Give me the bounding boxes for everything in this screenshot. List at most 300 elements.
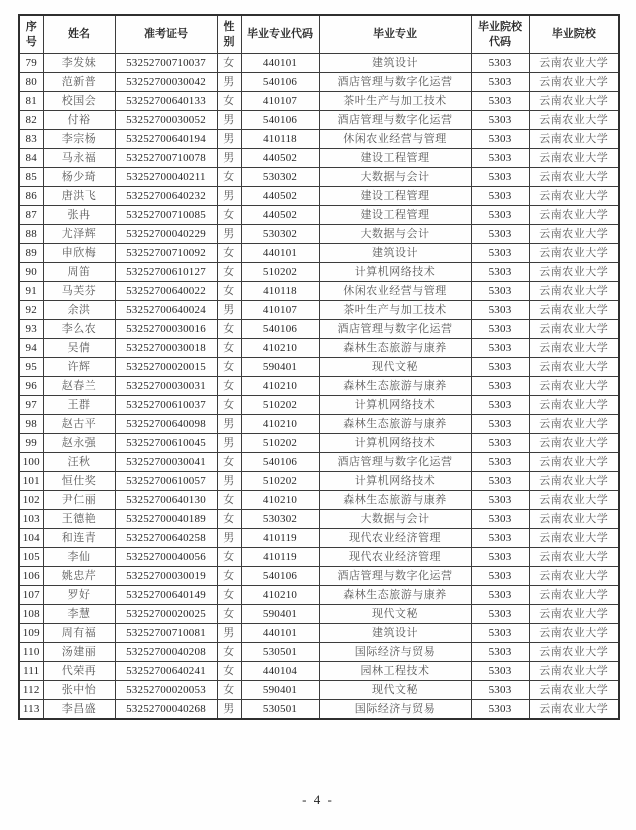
cell-gender: 男 — [217, 529, 241, 548]
cell-index: 109 — [19, 624, 43, 643]
cell-gender: 女 — [217, 54, 241, 73]
table-row — [19, 320, 619, 339]
table-row — [19, 73, 619, 92]
cell-major: 酒店管理与数字化运营 — [319, 73, 471, 92]
cell-name: 周有福 — [43, 624, 115, 643]
cell-name: 张冉 — [43, 206, 115, 225]
cell-major-code: 410119 — [241, 529, 319, 548]
cell-gender: 男 — [217, 434, 241, 453]
cell-school-code: 5303 — [471, 700, 529, 720]
cell-major-code: 540106 — [241, 453, 319, 472]
cell-gender: 女 — [217, 358, 241, 377]
table-row — [19, 206, 619, 225]
cell-name: 恒仕奖 — [43, 472, 115, 491]
cell-major: 大数据与会计 — [319, 510, 471, 529]
cell-index: 107 — [19, 586, 43, 605]
cell-major: 森林生态旅游与康养 — [319, 586, 471, 605]
cell-exam-number: 53252700710081 — [115, 624, 217, 643]
cell-major: 建筑设计 — [319, 244, 471, 263]
cell-index: 102 — [19, 491, 43, 510]
column-header-gender: 性别 — [217, 15, 241, 54]
cell-name: 杨少琦 — [43, 168, 115, 187]
column-header-school: 毕业院校 — [529, 15, 619, 54]
cell-school-code: 5303 — [471, 662, 529, 681]
table-row — [19, 187, 619, 206]
cell-exam-number: 53252700610045 — [115, 434, 217, 453]
cell-major: 国际经济与贸易 — [319, 643, 471, 662]
cell-school: 云南农业大学 — [529, 149, 619, 168]
cell-school-code: 5303 — [471, 244, 529, 263]
cell-school: 云南农业大学 — [529, 491, 619, 510]
cell-name: 李么农 — [43, 320, 115, 339]
cell-school: 云南农业大学 — [529, 586, 619, 605]
cell-major: 休闲农业经营与管理 — [319, 130, 471, 149]
table-row — [19, 168, 619, 187]
cell-exam-number: 53252700030018 — [115, 339, 217, 358]
cell-major: 酒店管理与数字化运营 — [319, 567, 471, 586]
cell-index: 85 — [19, 168, 43, 187]
cell-school: 云南农业大学 — [529, 225, 619, 244]
cell-gender: 女 — [217, 605, 241, 624]
cell-index: 105 — [19, 548, 43, 567]
cell-school-code: 5303 — [471, 54, 529, 73]
cell-exam-number: 53252700030016 — [115, 320, 217, 339]
cell-exam-number: 53252700640024 — [115, 301, 217, 320]
column-header-major-code: 毕业专业代码 — [241, 15, 319, 54]
cell-major: 酒店管理与数字化运营 — [319, 111, 471, 130]
cell-major-code: 410210 — [241, 491, 319, 510]
table-row — [19, 282, 619, 301]
cell-name: 范新普 — [43, 73, 115, 92]
graduates-table — [18, 14, 620, 720]
cell-exam-number: 53252700040056 — [115, 548, 217, 567]
cell-gender: 女 — [217, 510, 241, 529]
cell-major: 大数据与会计 — [319, 225, 471, 244]
table-row — [19, 548, 619, 567]
cell-exam-number: 53252700640258 — [115, 529, 217, 548]
cell-major-code: 540106 — [241, 73, 319, 92]
cell-exam-number: 53252700030031 — [115, 377, 217, 396]
cell-exam-number: 53252700640133 — [115, 92, 217, 111]
cell-major-code: 440101 — [241, 54, 319, 73]
cell-major-code: 590401 — [241, 605, 319, 624]
cell-school: 云南农业大学 — [529, 320, 619, 339]
cell-school-code: 5303 — [471, 643, 529, 662]
cell-major-code: 540106 — [241, 111, 319, 130]
cell-school: 云南农业大学 — [529, 415, 619, 434]
cell-name: 尤泽辉 — [43, 225, 115, 244]
cell-major-code: 530501 — [241, 643, 319, 662]
cell-name: 李昌盛 — [43, 700, 115, 720]
cell-gender: 女 — [217, 168, 241, 187]
cell-index: 90 — [19, 263, 43, 282]
cell-index: 96 — [19, 377, 43, 396]
cell-gender: 男 — [217, 624, 241, 643]
cell-school: 云南农业大学 — [529, 92, 619, 111]
cell-major-code: 440104 — [241, 662, 319, 681]
cell-school: 云南农业大学 — [529, 472, 619, 491]
cell-gender: 女 — [217, 377, 241, 396]
cell-major-code: 510202 — [241, 263, 319, 282]
cell-major: 大数据与会计 — [319, 168, 471, 187]
cell-name: 赵永强 — [43, 434, 115, 453]
cell-major-code: 410107 — [241, 301, 319, 320]
cell-major: 建设工程管理 — [319, 149, 471, 168]
header-row — [19, 15, 619, 54]
cell-school: 云南农业大学 — [529, 700, 619, 720]
cell-school-code: 5303 — [471, 263, 529, 282]
cell-major-code: 410119 — [241, 548, 319, 567]
cell-gender: 女 — [217, 206, 241, 225]
table-row — [19, 225, 619, 244]
table-row — [19, 567, 619, 586]
cell-name: 校国会 — [43, 92, 115, 111]
cell-name: 李仙 — [43, 548, 115, 567]
cell-school-code: 5303 — [471, 339, 529, 358]
cell-major: 茶叶生产与加工技术 — [319, 92, 471, 111]
cell-school: 云南农业大学 — [529, 529, 619, 548]
cell-index: 103 — [19, 510, 43, 529]
cell-major: 园林工程技术 — [319, 662, 471, 681]
cell-name: 申欣梅 — [43, 244, 115, 263]
cell-gender: 女 — [217, 567, 241, 586]
cell-name: 周笛 — [43, 263, 115, 282]
table-body — [19, 54, 619, 720]
table-row — [19, 700, 619, 720]
cell-index: 95 — [19, 358, 43, 377]
cell-school: 云南农业大学 — [529, 111, 619, 130]
cell-index: 82 — [19, 111, 43, 130]
cell-school: 云南农业大学 — [529, 662, 619, 681]
cell-exam-number: 53252700020053 — [115, 681, 217, 700]
cell-major: 建筑设计 — [319, 624, 471, 643]
cell-school-code: 5303 — [471, 225, 529, 244]
cell-school: 云南农业大学 — [529, 73, 619, 92]
cell-exam-number: 53252700030019 — [115, 567, 217, 586]
cell-school: 云南农业大学 — [529, 567, 619, 586]
cell-school: 云南农业大学 — [529, 54, 619, 73]
cell-index: 81 — [19, 92, 43, 111]
cell-major-code: 510202 — [241, 396, 319, 415]
cell-index: 79 — [19, 54, 43, 73]
cell-major: 现代农业经济管理 — [319, 548, 471, 567]
table-row — [19, 586, 619, 605]
table-row — [19, 396, 619, 415]
cell-name: 尹仁丽 — [43, 491, 115, 510]
cell-school-code: 5303 — [471, 111, 529, 130]
cell-school: 云南农业大学 — [529, 510, 619, 529]
cell-name: 汤建丽 — [43, 643, 115, 662]
table-row — [19, 339, 619, 358]
cell-exam-number: 53252700040211 — [115, 168, 217, 187]
cell-exam-number: 53252700020015 — [115, 358, 217, 377]
cell-major-code: 410210 — [241, 586, 319, 605]
cell-exam-number: 53252700610037 — [115, 396, 217, 415]
cell-school-code: 5303 — [471, 396, 529, 415]
cell-name: 赵春兰 — [43, 377, 115, 396]
cell-gender: 男 — [217, 700, 241, 720]
cell-exam-number: 53252700030042 — [115, 73, 217, 92]
cell-school-code: 5303 — [471, 320, 529, 339]
table-row — [19, 377, 619, 396]
cell-major-code: 590401 — [241, 358, 319, 377]
cell-school-code: 5303 — [471, 529, 529, 548]
table-row — [19, 662, 619, 681]
cell-school-code: 5303 — [471, 624, 529, 643]
cell-exam-number: 53252700710085 — [115, 206, 217, 225]
cell-name: 姚忠芹 — [43, 567, 115, 586]
cell-index: 113 — [19, 700, 43, 720]
cell-major: 酒店管理与数字化运营 — [319, 453, 471, 472]
cell-name: 王德艳 — [43, 510, 115, 529]
cell-gender: 男 — [217, 187, 241, 206]
table-row — [19, 244, 619, 263]
cell-gender: 女 — [217, 681, 241, 700]
cell-name: 和连青 — [43, 529, 115, 548]
cell-school: 云南农业大学 — [529, 130, 619, 149]
cell-school: 云南农业大学 — [529, 339, 619, 358]
cell-major-code: 590401 — [241, 681, 319, 700]
cell-index: 100 — [19, 453, 43, 472]
cell-index: 101 — [19, 472, 43, 491]
cell-name: 马芙芬 — [43, 282, 115, 301]
cell-index: 89 — [19, 244, 43, 263]
cell-school: 云南农业大学 — [529, 263, 619, 282]
cell-exam-number: 53252700610127 — [115, 263, 217, 282]
cell-school-code: 5303 — [471, 491, 529, 510]
cell-gender: 女 — [217, 453, 241, 472]
cell-exam-number: 53252700710037 — [115, 54, 217, 73]
table-row — [19, 149, 619, 168]
table-row — [19, 111, 619, 130]
cell-major-code: 510202 — [241, 472, 319, 491]
cell-school-code: 5303 — [471, 605, 529, 624]
cell-school-code: 5303 — [471, 681, 529, 700]
table-row — [19, 263, 619, 282]
cell-school: 云南农业大学 — [529, 168, 619, 187]
table-row — [19, 301, 619, 320]
cell-school-code: 5303 — [471, 567, 529, 586]
cell-school-code: 5303 — [471, 472, 529, 491]
cell-school: 云南农业大学 — [529, 624, 619, 643]
cell-exam-number: 53252700640130 — [115, 491, 217, 510]
cell-name: 张中怡 — [43, 681, 115, 700]
cell-major: 森林生态旅游与康养 — [319, 377, 471, 396]
cell-school-code: 5303 — [471, 130, 529, 149]
cell-exam-number: 53252700040208 — [115, 643, 217, 662]
cell-major: 森林生态旅游与康养 — [319, 415, 471, 434]
cell-major-code: 440502 — [241, 187, 319, 206]
cell-school-code: 5303 — [471, 548, 529, 567]
table-row — [19, 92, 619, 111]
column-header-index: 序号 — [19, 15, 43, 54]
cell-index: 87 — [19, 206, 43, 225]
cell-index: 110 — [19, 643, 43, 662]
cell-school: 云南农业大学 — [529, 643, 619, 662]
cell-major-code: 530302 — [241, 225, 319, 244]
cell-gender: 男 — [217, 472, 241, 491]
cell-major: 计算机网络技术 — [319, 472, 471, 491]
cell-school-code: 5303 — [471, 586, 529, 605]
cell-school-code: 5303 — [471, 168, 529, 187]
cell-major-code: 540106 — [241, 320, 319, 339]
cell-exam-number: 53252700640022 — [115, 282, 217, 301]
cell-school: 云南农业大学 — [529, 282, 619, 301]
cell-school: 云南农业大学 — [529, 358, 619, 377]
cell-index: 108 — [19, 605, 43, 624]
cell-index: 112 — [19, 681, 43, 700]
table-row — [19, 453, 619, 472]
cell-name: 赵古平 — [43, 415, 115, 434]
cell-exam-number: 53252700030041 — [115, 453, 217, 472]
cell-index: 106 — [19, 567, 43, 586]
cell-index: 86 — [19, 187, 43, 206]
cell-major-code: 530302 — [241, 168, 319, 187]
table-row — [19, 624, 619, 643]
table-row — [19, 491, 619, 510]
cell-exam-number: 53252700040189 — [115, 510, 217, 529]
cell-major-code: 440502 — [241, 206, 319, 225]
cell-school-code: 5303 — [471, 415, 529, 434]
cell-gender: 女 — [217, 643, 241, 662]
cell-major: 计算机网络技术 — [319, 396, 471, 415]
cell-gender: 男 — [217, 130, 241, 149]
cell-major: 建筑设计 — [319, 54, 471, 73]
cell-exam-number: 53252700640232 — [115, 187, 217, 206]
cell-gender: 男 — [217, 73, 241, 92]
cell-name: 唐洪飞 — [43, 187, 115, 206]
cell-name: 吴倩 — [43, 339, 115, 358]
cell-school-code: 5303 — [471, 206, 529, 225]
cell-name: 李慧 — [43, 605, 115, 624]
cell-major: 现代文秘 — [319, 605, 471, 624]
cell-major: 茶叶生产与加工技术 — [319, 301, 471, 320]
cell-name: 李发妹 — [43, 54, 115, 73]
cell-major: 现代文秘 — [319, 681, 471, 700]
cell-exam-number: 53252700710078 — [115, 149, 217, 168]
cell-gender: 男 — [217, 225, 241, 244]
cell-gender: 女 — [217, 662, 241, 681]
cell-gender: 女 — [217, 548, 241, 567]
cell-school: 云南农业大学 — [529, 377, 619, 396]
cell-school: 云南农业大学 — [529, 301, 619, 320]
cell-school: 云南农业大学 — [529, 434, 619, 453]
cell-major: 森林生态旅游与康养 — [319, 339, 471, 358]
column-header-school-code: 毕业院校代码 — [471, 15, 529, 54]
cell-major: 现代农业经济管理 — [319, 529, 471, 548]
cell-major-code: 530302 — [241, 510, 319, 529]
cell-index: 104 — [19, 529, 43, 548]
cell-name: 王群 — [43, 396, 115, 415]
cell-major: 休闲农业经营与管理 — [319, 282, 471, 301]
table-row — [19, 130, 619, 149]
cell-gender: 女 — [217, 586, 241, 605]
cell-index: 98 — [19, 415, 43, 434]
cell-major-code: 530501 — [241, 700, 319, 720]
cell-exam-number: 53252700710092 — [115, 244, 217, 263]
cell-name: 马永福 — [43, 149, 115, 168]
cell-school-code: 5303 — [471, 510, 529, 529]
cell-major-code: 410118 — [241, 130, 319, 149]
cell-exam-number: 53252700610057 — [115, 472, 217, 491]
cell-index: 88 — [19, 225, 43, 244]
table-row — [19, 605, 619, 624]
table-row — [19, 358, 619, 377]
cell-major: 酒店管理与数字化运营 — [319, 320, 471, 339]
cell-gender: 女 — [217, 92, 241, 111]
cell-exam-number: 53252700030052 — [115, 111, 217, 130]
cell-school-code: 5303 — [471, 434, 529, 453]
cell-school: 云南农业大学 — [529, 396, 619, 415]
cell-major-code: 410210 — [241, 339, 319, 358]
cell-name: 余洪 — [43, 301, 115, 320]
cell-gender: 女 — [217, 282, 241, 301]
column-header-name: 姓名 — [43, 15, 115, 54]
cell-major: 计算机网络技术 — [319, 263, 471, 282]
cell-school-code: 5303 — [471, 377, 529, 396]
cell-major-code: 440502 — [241, 149, 319, 168]
cell-major: 森林生态旅游与康养 — [319, 491, 471, 510]
cell-school: 云南农业大学 — [529, 548, 619, 567]
cell-school-code: 5303 — [471, 92, 529, 111]
cell-school: 云南农业大学 — [529, 681, 619, 700]
cell-major-code: 440101 — [241, 244, 319, 263]
cell-major: 建设工程管理 — [319, 206, 471, 225]
cell-major-code: 440101 — [241, 624, 319, 643]
cell-name: 汪秋 — [43, 453, 115, 472]
table-row — [19, 529, 619, 548]
cell-gender: 女 — [217, 263, 241, 282]
cell-gender: 男 — [217, 111, 241, 130]
table-row — [19, 643, 619, 662]
cell-school: 云南农业大学 — [529, 187, 619, 206]
cell-index: 92 — [19, 301, 43, 320]
table-row — [19, 681, 619, 700]
cell-school: 云南农业大学 — [529, 206, 619, 225]
cell-index: 91 — [19, 282, 43, 301]
cell-name: 罗好 — [43, 586, 115, 605]
cell-gender: 女 — [217, 396, 241, 415]
cell-school-code: 5303 — [471, 358, 529, 377]
cell-exam-number: 53252700020025 — [115, 605, 217, 624]
cell-index: 94 — [19, 339, 43, 358]
cell-exam-number: 53252700040229 — [115, 225, 217, 244]
cell-school: 云南农业大学 — [529, 605, 619, 624]
cell-exam-number: 53252700640098 — [115, 415, 217, 434]
cell-exam-number: 53252700640149 — [115, 586, 217, 605]
cell-school-code: 5303 — [471, 73, 529, 92]
cell-exam-number: 53252700640194 — [115, 130, 217, 149]
cell-major-code: 510202 — [241, 434, 319, 453]
table-row — [19, 54, 619, 73]
table-row — [19, 472, 619, 491]
cell-school-code: 5303 — [471, 453, 529, 472]
cell-gender: 女 — [217, 339, 241, 358]
cell-major: 国际经济与贸易 — [319, 700, 471, 720]
cell-index: 83 — [19, 130, 43, 149]
column-header-exam-number: 准考证号 — [115, 15, 217, 54]
cell-gender: 男 — [217, 149, 241, 168]
cell-exam-number: 53252700040268 — [115, 700, 217, 720]
cell-major: 计算机网络技术 — [319, 434, 471, 453]
cell-index: 93 — [19, 320, 43, 339]
cell-gender: 男 — [217, 301, 241, 320]
cell-index: 80 — [19, 73, 43, 92]
cell-gender: 女 — [217, 491, 241, 510]
cell-index: 84 — [19, 149, 43, 168]
cell-exam-number: 53252700640241 — [115, 662, 217, 681]
cell-major-code: 410118 — [241, 282, 319, 301]
